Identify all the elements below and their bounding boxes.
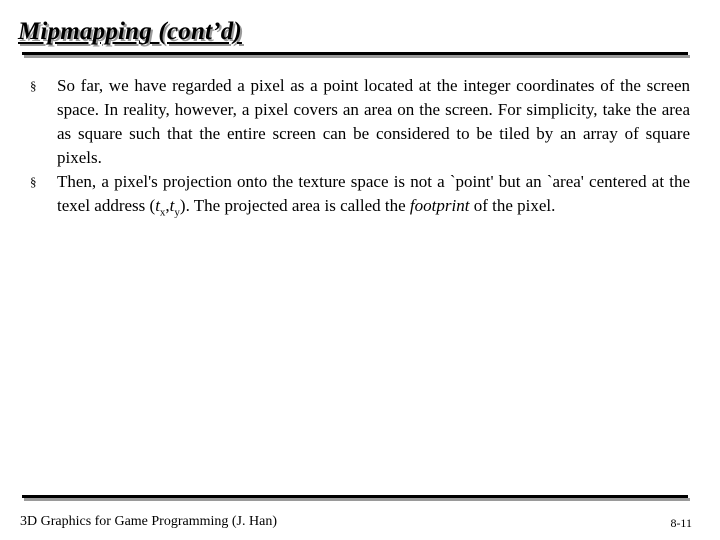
bullet-item-1 xyxy=(30,74,690,170)
texel-coord-t: t xyxy=(155,196,160,215)
title-rule-shadow xyxy=(24,55,690,58)
footer-rule-shadow xyxy=(24,498,690,501)
slide-title: Mipmapping (cont’d) xyxy=(18,18,242,45)
footer-course-title: 3D Graphics for Game Programming (J. Han) xyxy=(20,514,277,529)
texel-coord-subscript: x xyxy=(159,206,166,219)
bullet-marker: § xyxy=(30,174,37,189)
bullet-text: Then, a pixel's projection onto the texture space is not a `point' but an `area' centered at the texel address ( xyxy=(57,172,690,215)
bullet-text: of the pixel. xyxy=(469,196,556,215)
emphasized-term: footprint xyxy=(409,196,470,215)
coord-separator: , xyxy=(165,196,170,215)
texel-coord-subscript: y xyxy=(174,206,180,219)
slide-content xyxy=(30,74,690,218)
bullet-text: ). The projected area is called the xyxy=(179,196,410,215)
slide-number: 8-11 xyxy=(670,516,692,530)
bullet-text: So far, we have regarded a pixel as a point located at the integer coordinates of the screen space. In reality, however, a pixel covers an area on the screen. For simplicity, take the area as square such that the entire screen can be considered to be tiled by an array of square pixels. xyxy=(57,76,690,167)
texel-coord-t: t xyxy=(169,196,175,215)
bullet-marker: § xyxy=(30,78,37,93)
bullet-item-2 xyxy=(30,170,690,218)
footer-rule xyxy=(22,495,688,498)
title-rule xyxy=(22,52,688,55)
